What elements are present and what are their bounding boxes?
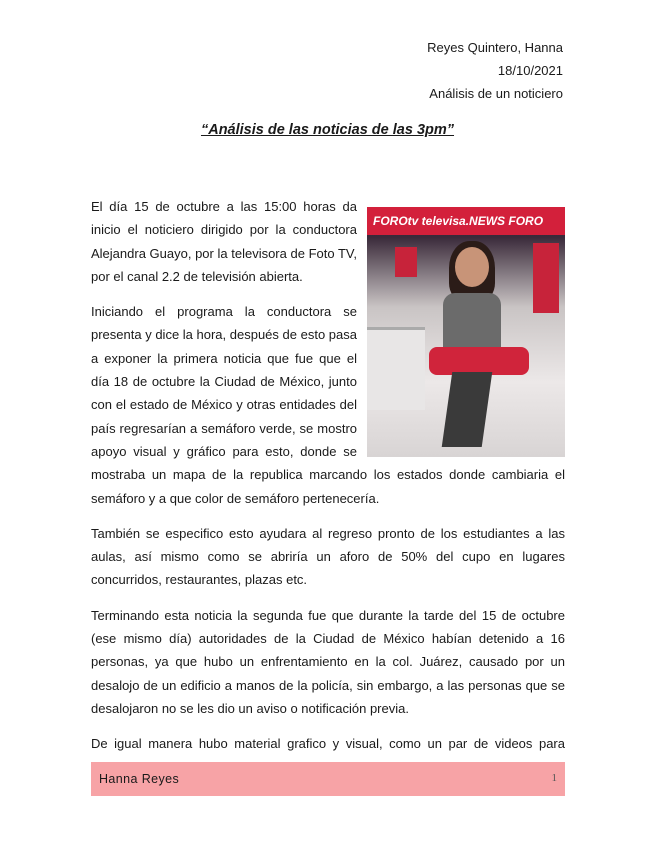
document-date: 18/10/2021 bbox=[497, 63, 563, 78]
photo-red-chair bbox=[429, 347, 529, 375]
paragraph-5: De igual manera hubo material grafico y visual, como un par de videos para bbox=[91, 736, 565, 752]
page-footer bbox=[91, 762, 565, 796]
page-number: 1 bbox=[551, 772, 557, 784]
footer-author-name: Hanna Reyes bbox=[99, 772, 180, 786]
photo-screen bbox=[533, 243, 559, 313]
photo-channel-banner: FOROtv televisa.NEWS FORO bbox=[367, 207, 565, 235]
paragraph-4: Terminando esta noticia la segunda fue que durante la tarde del 15 de octubre (ese mismo día) autoridades de la Ciudad de México habían detenido a 16 personas, ya que hubo un enfrentamiento en la col. Juárez, causado por un desalojo de un edificio a manos de la policía, sin embargo, a las personas que se desalojaron no se les dio un aviso o notificación previa. bbox=[91, 607, 565, 716]
document-header bbox=[427, 36, 563, 105]
document-body bbox=[91, 195, 565, 791]
news-anchor-photo bbox=[367, 207, 565, 457]
paragraph-1 bbox=[91, 195, 565, 288]
paragraph-1-text: El día 15 de octubre a las 15:00 horas da inicio el noticiero dirigido por la conductora Alejandra Guayo, por la televisora de Foto TV, por el canal 2.2 de televisión abierta. bbox=[91, 199, 357, 284]
photo-anchor-face bbox=[455, 247, 489, 287]
photo-anchor-legs bbox=[442, 372, 493, 447]
paragraph-2: Iniciando el programa la conductora se presenta y dice la hora, después de esto pasa a exponer la primera noticia que fue que el día 18 de octubre la Ciudad de México, junto con el estado de México y otras entidades del país regresarían a semáforo verde, se mostro apoyo visual y gráfico para esto, donde se mostraba un mapa de la republica marcando los estados donde cambiaria el semáforo y a que color de semáforo pertenecería. bbox=[91, 304, 565, 506]
author-name: Reyes Quintero, Hanna bbox=[427, 40, 563, 55]
photo-desk bbox=[367, 327, 425, 410]
document-title: “Análisis de las noticias de las 3pm” bbox=[200, 122, 455, 138]
photo-screen-left bbox=[395, 247, 417, 277]
document-subject: Análisis de un noticiero bbox=[429, 86, 563, 101]
paragraph-3: También se especifico esto ayudara al regreso pronto de los estudiantes a las aulas, así mismo como se abriría un aforo de 50% del cupo en lugares concurridos, restaurantes, plazas etc. bbox=[91, 525, 565, 588]
